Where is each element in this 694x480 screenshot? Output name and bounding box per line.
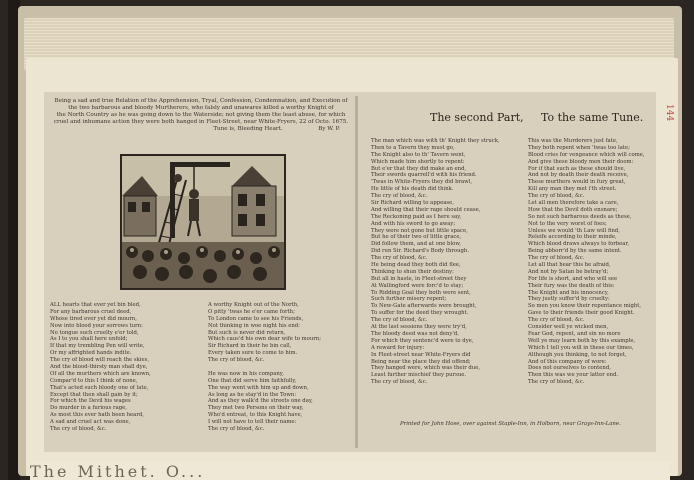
verse-line: At the last sessions they were try'd,: [371, 324, 467, 331]
right-verse-column-2: [528, 138, 645, 386]
verse-line: The Knight and his innocency,: [528, 289, 609, 296]
verse-line: The cry of blood will reach the skies,: [50, 357, 150, 364]
verse-line: But e'er that they did make an end,: [371, 165, 467, 172]
verse-line: They were not gone but little space,: [371, 227, 468, 234]
verse-line: Did run Sir. Richard's Body through.: [371, 248, 469, 255]
verse-line: Except that then shall gain by it;: [50, 391, 138, 398]
verse-line: Their swords quarrell'd with his friend.: [371, 172, 477, 179]
verse-line: He was now in his company,: [208, 370, 284, 377]
verse-line: For any barbarous cruel deed,: [50, 308, 132, 315]
verse-line: And of this company of wore:: [528, 358, 607, 365]
verse-line: For which they sentenc'd were to dye,: [371, 337, 474, 344]
verse-line: I will not have to tell their name:: [208, 419, 297, 426]
verse-line: He little of his death did think.: [371, 186, 454, 193]
verse-line: Compar'd to this I think of none,: [50, 377, 138, 384]
verse-line: They met two Persons on their way,: [208, 405, 304, 412]
verse-line: They justly suffer'd by cruelty:: [528, 296, 610, 303]
verse-line: If that my trembling Pen will write,: [50, 343, 145, 350]
verse-line: And as they walk'd the streets one day,: [208, 398, 313, 405]
verse-line: Consider well ye wicked men,: [528, 324, 609, 331]
verse-line: At Wallingford were forc'd to stay;: [371, 282, 464, 289]
verse-line: No tongue such cruelty e'er told,: [50, 329, 139, 336]
woodcut-illustration: [120, 154, 286, 290]
verse-line: Does not ourselves to contend,: [528, 365, 611, 372]
verse-line: To suffer for the deed they wrought.: [371, 310, 469, 317]
verse-line: So men you know their repentance might,: [528, 303, 642, 310]
title-line: Being a sad and true Relation of the Apprehension, Tryal, Confession, Condemnation, and Execution of: [54, 98, 348, 104]
verse-line: This was the Murderers just fate,: [528, 138, 618, 144]
verse-line: The bloody deed was not deny'd,: [371, 330, 459, 337]
verse-line: And willing that their rage should cease,: [371, 206, 481, 213]
verse-line: Which caus'd his own dear wife to mourn;: [208, 336, 321, 343]
verse-line: But all in haste, in Fleet-street they: [371, 275, 467, 282]
verse-line: The Reckoning paid as I here say,: [371, 213, 462, 220]
verse-line: To London came to see his Friends,: [208, 315, 304, 322]
verse-line: Not to the very worst of foes;: [528, 220, 607, 227]
title-line: the North Country as he was going down to the Waterside; not giving them the least abuse, for which: [56, 112, 346, 118]
verse-line: But he of their two of little grace,: [371, 234, 462, 241]
verse-line: As long as he stay'd in the Town:: [208, 391, 297, 398]
verse-line: So not such barbarous deeds as these,: [528, 213, 632, 220]
verse-line: To New-Gate afterwards were brought,: [371, 303, 477, 310]
verse-line: But such is never did return,: [208, 329, 286, 336]
verse-line: Unless we would 'th Law will find,: [528, 227, 620, 234]
verse-line: Or my affrighted hands indite.: [50, 350, 132, 357]
verse-line: Thinking to shun their destiny:: [371, 268, 454, 275]
verse-line: The cry of blood, &c.: [371, 317, 428, 324]
verse-line: Which made him shortly to repent:: [371, 158, 465, 165]
verse-line: Well ye may learn both by this example,: [528, 337, 636, 344]
verse-line: Gave to their friends their good Knight.: [528, 310, 635, 317]
verse-line: They both repent when 'twas too late;: [528, 144, 630, 151]
author-label: By W. P.: [318, 126, 340, 132]
verse-line: The cry of blood, &c.: [528, 255, 585, 262]
verse-line: These murthers would in fury great,: [528, 179, 626, 186]
left-verse-column-1: [50, 302, 151, 433]
verse-line: For which the Devil his wages: [50, 398, 131, 405]
verse-line: The Knight also to th' Tavern went,: [371, 151, 466, 158]
verse-line: Whose tired ever yet did mourn,: [50, 315, 137, 322]
verse-line: Do murder in a furious rage,: [50, 405, 127, 412]
verse-line: The cry of blood, &c.: [371, 255, 428, 262]
verse-line: And the blood-thirsty man shall dye,: [50, 364, 148, 371]
verse-line: ALL hearts that ever yet bin bled,: [50, 302, 141, 308]
verse-line: Of all the murthers which are known,: [50, 370, 151, 377]
verse-line: Now into blood your sorrows turn:: [50, 322, 143, 329]
verse-line: The way went with him up and down,: [208, 384, 309, 391]
imprint-footer: Printed for John Hose, over against Staple-Inn, in Holborn, near Grays-Inn-Lane.: [400, 421, 621, 427]
verse-line: Then this was we your latter end.: [528, 372, 619, 379]
verse-line: The cry of blood, &c.: [208, 357, 265, 364]
verse-line: Kill any man they met i'th street.: [528, 186, 617, 193]
second-part-heading: The second Part,: [430, 111, 524, 124]
verse-line: Least further mischief they pursue.: [371, 372, 467, 379]
tune-heading: To the same Tune.: [541, 111, 644, 124]
verse-line: And not by Satan be betray'd;: [528, 268, 609, 275]
verse-line: Releife according to their minde,: [528, 234, 617, 241]
verse-line: Which I tell you will in these our times,: [528, 344, 634, 351]
verse-line: The cry of blood, &c.: [528, 193, 585, 200]
verse-line: Then to a Tavern they must go,: [371, 144, 455, 151]
verse-line: Although you thinking, to not forget,: [528, 351, 627, 358]
verse-line: A sad and cruel act was done,: [50, 419, 131, 426]
verse-line: That's acted such bloody one of late,: [50, 384, 149, 391]
verse-line: Fear God, repent, and sin no more: [528, 330, 621, 337]
verse-line: The cry of blood, &c.: [371, 193, 428, 200]
column-divider: [355, 96, 358, 448]
verse-line: A reward for injury:: [371, 344, 425, 351]
ballad-title: [48, 98, 354, 133]
verse-line: Did follow them, and at one blow,: [371, 241, 461, 248]
verse-line: Sir Richard in their he bin call,: [208, 343, 292, 350]
verse-line: They hanged were, which was their due,: [371, 365, 481, 372]
verse-line: The cry of blood, &c.: [371, 379, 428, 386]
verse-line: To Ridding Goal they both were sent,: [371, 289, 471, 296]
verse-line: [208, 364, 321, 371]
gallows-scene-image: [122, 156, 284, 288]
verse-line: How that the Devil doth ensnare;: [528, 206, 618, 213]
title-line: the two barbarous and bloody Murtherers, who falsly and unawares killed a worthy Knight of: [68, 105, 334, 111]
tune-label: Tune is, Bleeding Heart.: [213, 126, 283, 132]
verse-line: As most this ever hath been heard,: [50, 412, 144, 419]
verse-line: The cry of blood, &c.: [208, 426, 265, 433]
verse-line: The cry of blood, &c.: [528, 317, 585, 324]
verse-line: He being dead they both did flee,: [371, 262, 461, 269]
verse-line: Blood cries for vengeance which will come,: [528, 151, 645, 158]
verse-line: And not by death their death receive,: [528, 172, 629, 179]
verse-line: Sir Richard willing to appease,: [371, 200, 454, 207]
verse-line: Let all that hear this be afraid,: [528, 262, 611, 269]
verse-line: Which blood draws always to forbear,: [528, 241, 630, 248]
verse-line: The cry of blood, &c.: [528, 379, 585, 386]
verse-line: As I to you shall here unfold;: [50, 336, 128, 343]
verse-line: And give these bloody men their doom:: [528, 158, 634, 165]
verse-line: Who'd entreat, to this Knight have,: [208, 412, 303, 419]
verse-line: Being near the place they did offend;: [371, 358, 471, 365]
verse-line: In Fleet-street near White-Fryers did: [371, 351, 471, 358]
verse-line: Let all men therefore take a care,: [528, 200, 619, 207]
verse-line: Every taken sure to come to him.: [208, 350, 298, 357]
left-verse-column-2: [208, 302, 321, 433]
verse-line: Being abhorr'd by the same intent.: [528, 248, 622, 255]
verse-line: Such further misery repent;: [371, 296, 447, 303]
verse-line: And with his sword to go away;: [371, 220, 456, 227]
verse-line: For life is short, and who will see: [528, 275, 618, 282]
verse-line: 'Twas in White-Fryers they did brawl,: [371, 179, 473, 186]
right-verse-column-1: [371, 138, 500, 386]
title-line: cruel and inhumane action they were both hanged in Fleet-Street, near White-Fryers, 22 of Octo. 1675.: [53, 119, 349, 125]
verse-line: Not thinking in woe night his end:: [208, 322, 300, 329]
verse-line: A worthy Knight out of the North,: [208, 302, 299, 308]
verse-line: One that did serve him faithfully,: [208, 377, 297, 384]
page-number: 144: [664, 104, 674, 122]
verse-line: For if that such as these should live,: [528, 165, 626, 172]
verse-line: The man which was with th' Knight they struck,: [371, 138, 500, 144]
verse-line: Their fury was the death of this:: [528, 282, 615, 289]
next-page-strip: The Mithet. O...: [30, 462, 670, 480]
verse-line: O pitty 'twas he e'er came forth;: [208, 308, 295, 315]
verse-line: The cry of blood, &c.: [50, 426, 107, 433]
